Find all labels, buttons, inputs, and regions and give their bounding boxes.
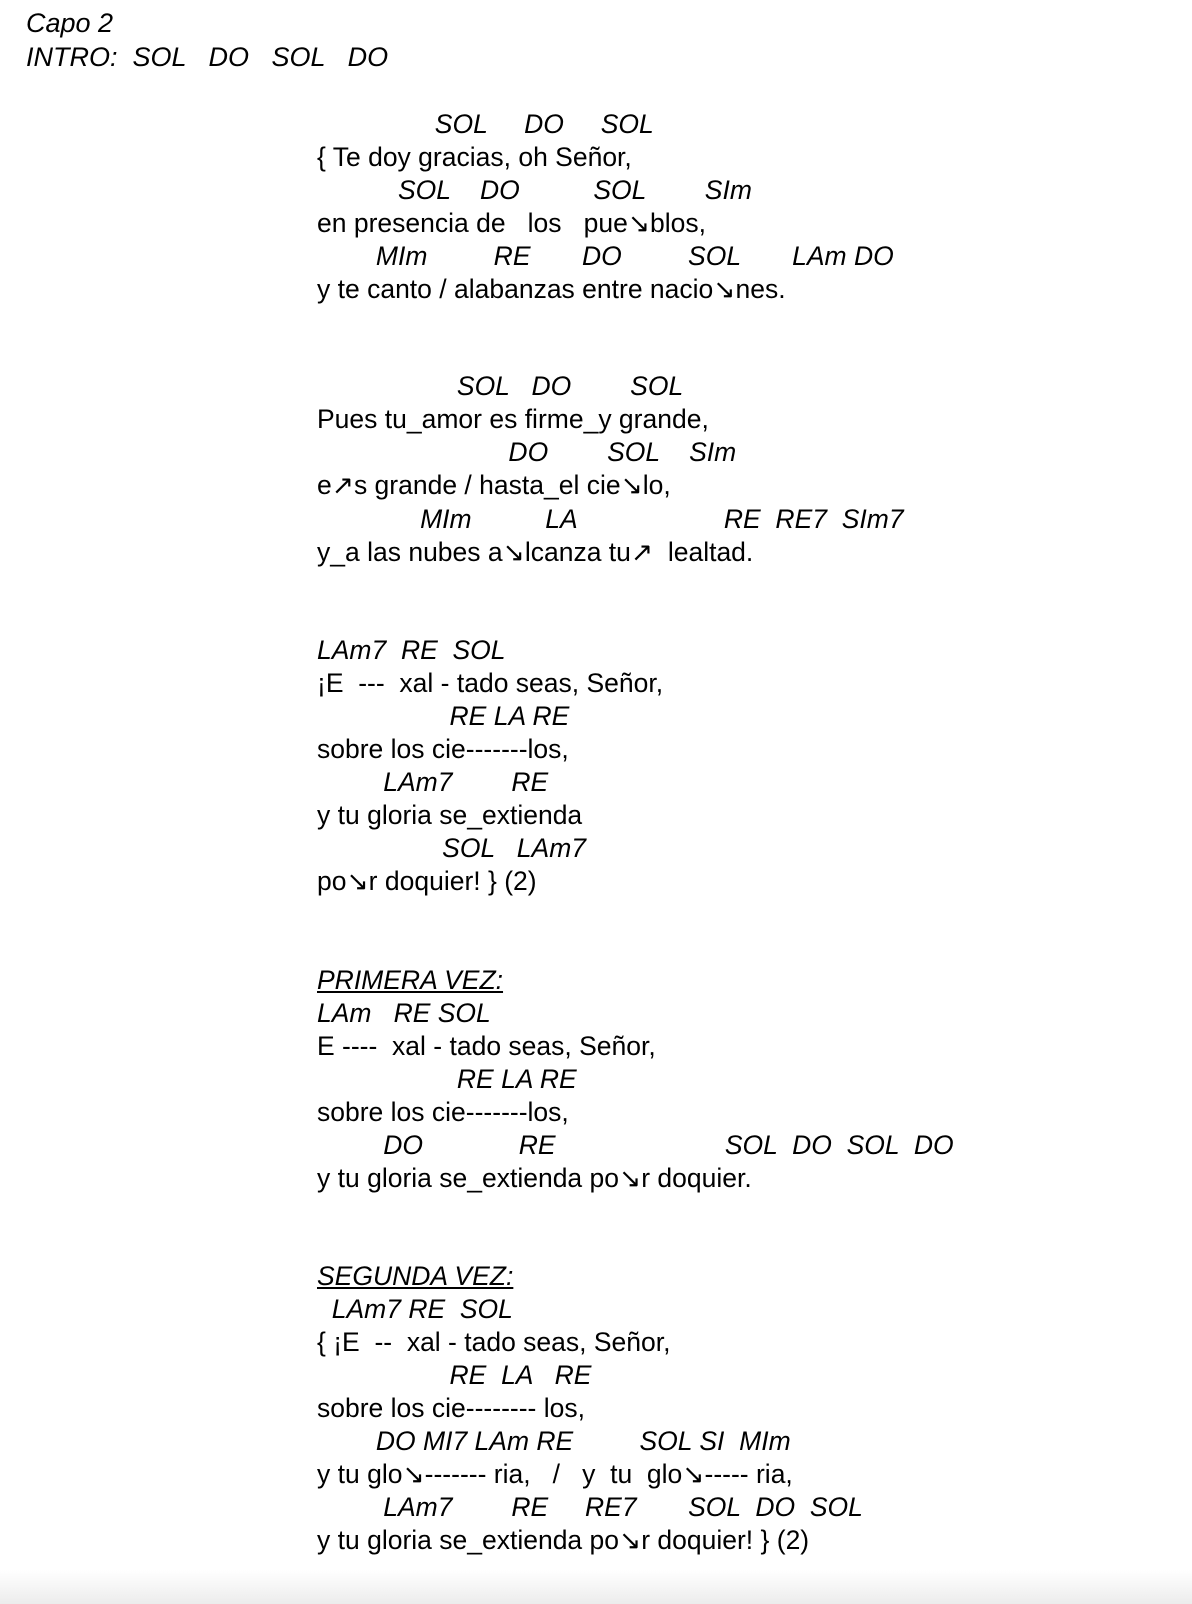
chord-line: SOL LAm7 <box>317 833 587 863</box>
lyric-line: e↗s grande / hasta_el cie↘lo, <box>317 470 671 500</box>
chord-line: RE LA RE <box>317 1064 577 1094</box>
lyric-line: y tu gloria se_extienda po↘r doquier! } (2) <box>317 1525 810 1555</box>
chord-line: LAm RE SOL <box>317 998 491 1028</box>
lyric-line: { Te doy gracias, oh Señor, <box>317 142 632 172</box>
chord-line: MIm LA RE RE7 SIm7 <box>317 504 904 534</box>
lyric-line: y tu gloria se_extienda <box>317 800 583 830</box>
lyric-line: en presencia de los pue↘blos, <box>317 208 707 238</box>
chord-line: LAm7 RE SOL <box>317 1294 513 1324</box>
lyric-line: y tu gloria se_extienda po↘r doquier. <box>317 1163 752 1193</box>
chord-line: RE LA RE <box>317 1360 592 1390</box>
lyric-line: po↘r doquier! } (2) <box>317 866 537 896</box>
lyric-line: Pues tu_amor es firme_y grande, <box>317 404 709 434</box>
lyric-line: y_a las nubes a↘lcanza tu↗ lealtad. <box>317 537 754 567</box>
chord-line: DO MI7 LAm RE SOL SI MIm <box>317 1426 791 1456</box>
song-header <box>26 6 388 74</box>
section-label-primera: PRIMERA VEZ: <box>317 965 504 995</box>
lyric-line: sobre los cie-------los, <box>317 734 569 764</box>
chord-line: LAm7 RE RE7 SOL DO SOL <box>317 1492 863 1522</box>
chord-line: LAm7 RE SOL <box>317 635 506 665</box>
lyric-line: E ---- xal - tado seas, Señor, <box>317 1031 656 1061</box>
chord-line: DO RE SOL DO SOL DO <box>317 1130 954 1160</box>
lyric-line: y te canto / alabanzas entre nacio↘nes. <box>317 274 786 304</box>
chord-line: LAm7 RE <box>317 767 549 797</box>
chord-line: SOL DO SOL SIm <box>317 175 752 205</box>
chord-line: RE LA RE <box>317 701 570 731</box>
lyric-line: sobre los cie-------- los, <box>317 1393 585 1423</box>
capo-note: Capo 2 <box>26 8 114 38</box>
lyric-line: { ¡E -- xal - tado seas, Señor, <box>317 1327 671 1357</box>
lyric-line: sobre los cie-------los, <box>317 1097 569 1127</box>
lyric-line: y tu glo↘------- ria, / y tu glo↘----- ria, <box>317 1459 793 1489</box>
page-bottom-shadow <box>0 1570 1192 1604</box>
chord-line: DO SOL SIm <box>317 437 737 467</box>
chord-line: SOL DO SOL <box>317 371 684 401</box>
section-label-segunda: SEGUNDA VEZ: <box>317 1261 514 1291</box>
lyric-line: ¡E --- xal - tado seas, Señor, <box>317 668 664 698</box>
chord-line: SOL DO SOL <box>317 109 654 139</box>
chord-line: MIm RE DO SOL LAm DO <box>317 241 894 271</box>
intro-chords: INTRO: SOL DO SOL DO <box>26 42 389 72</box>
